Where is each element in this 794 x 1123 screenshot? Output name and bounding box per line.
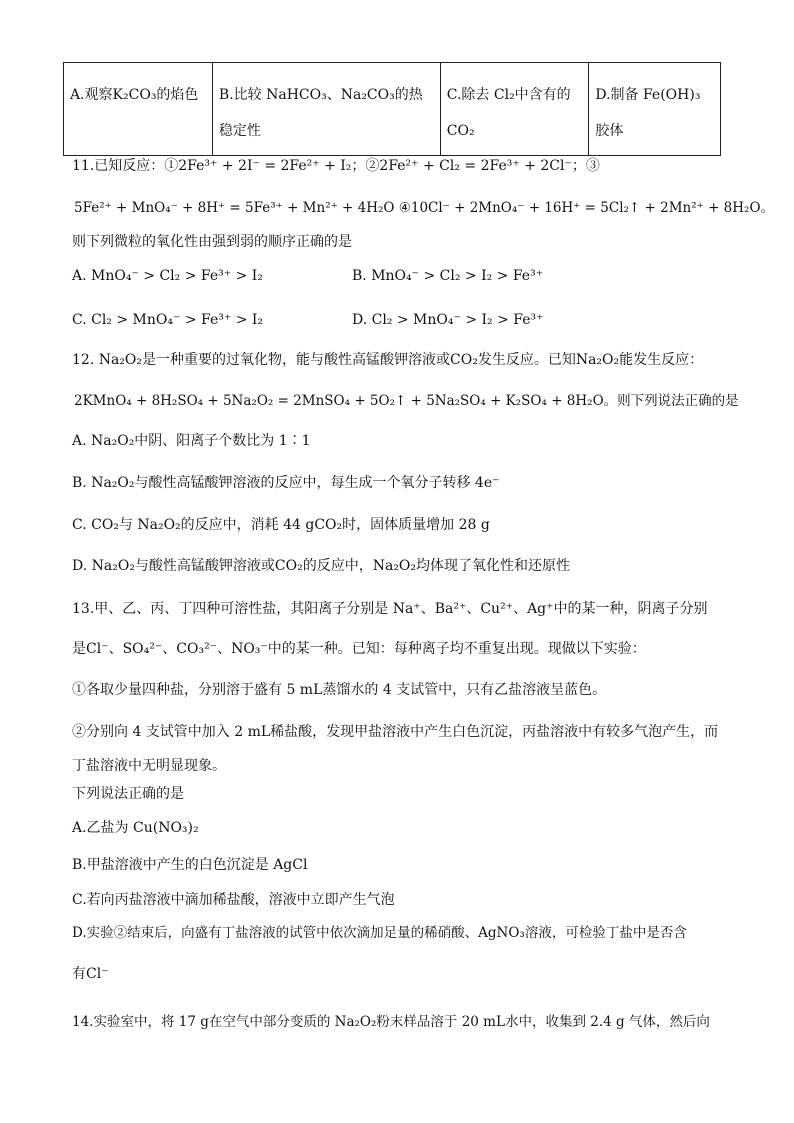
q12-line1: 12. Na₂O₂是一种重要的过氧化物，能与酸性高锰酸钾溶液或CO₂发生反应。已知Na₂O₂能发生反应： xyxy=(72,352,704,368)
q13-option-d-line1: D.实验②结束后，向盛有丁盐溶液的试管中依次滴加足量的稀硝酸、AgNO₃溶液，可检验丁盐中是否含 xyxy=(72,925,687,941)
q13-line1: 13.甲、乙、丙、丁四种可溶性盐，其阳离子分别是 Na⁺、Ba²⁺、Cu²⁺、Ag⁺中的某一种，阴离子分别 xyxy=(72,601,708,617)
q13-stem: 下列说法正确的是 xyxy=(72,786,184,802)
q12-option-b: B. Na₂O₂与酸性高锰酸钾溶液的反应中，每生成一个氧分子转移 4e⁻ xyxy=(72,475,500,491)
table-cell-d: D.制备 Fe(OH)₃胶体 xyxy=(589,63,721,156)
q13-experiment-1: ①各取少量四种盐，分别溶于盛有 5 mL蒸馏水的 4 支试管中，只有乙盐溶液呈蓝色。 xyxy=(72,682,607,698)
table-cell-a: A.观察K₂CO₃的焰色 xyxy=(64,63,213,156)
q11-option-d: D. Cl₂ > MnO₄⁻ > I₂ > Fe³⁺ xyxy=(352,312,544,328)
q11-option-a: A. MnO₄⁻ > Cl₂ > Fe³⁺ > I₂ xyxy=(72,268,263,284)
q12-option-d: D. Na₂O₂与酸性高锰酸钾溶液或CO₂的反应中，Na₂O₂均体现了氧化性和还原性 xyxy=(72,558,571,574)
q11-line1: 11.已知反应：①2Fe³⁺ + 2I⁻ = 2Fe²⁺ + I₂；②2Fe²⁺ + Cl₂ = 2Fe³⁺ + 2Cl⁻；③ xyxy=(72,158,600,174)
options-table xyxy=(63,62,721,156)
q13-option-b: B.甲盐溶液中产生的白色沉淀是 AgCl xyxy=(72,857,308,873)
q12-option-c: C. CO₂与 Na₂O₂的反应中，消耗 44 gCO₂时，固体质量增加 28 g xyxy=(72,517,490,533)
q13-option-c: C.若向丙盐溶液中滴加稀盐酸，溶液中立即产生气泡 xyxy=(72,892,395,908)
q13-option-a: A.乙盐为 Cu(NO₃)₂ xyxy=(72,820,199,836)
q11-stem: 则下列微粒的氧化性由强到弱的顺序正确的是 xyxy=(72,234,352,250)
q13-experiment-2b: 丁盐溶液中无明显现象。 xyxy=(72,758,226,774)
q13-line2: 是Cl⁻、SO₄²⁻、CO₃²⁻、NO₃⁻中的某一种。已知：每种离子均不重复出现。现做以下实验： xyxy=(72,641,646,657)
table-cell-b: B.比较 NaHCO₃、Na₂CO₃的热稳定性 xyxy=(212,63,440,156)
q11-option-b: B. MnO₄⁻ > Cl₂ > I₂ > Fe³⁺ xyxy=(352,268,544,284)
q11-line2: 5Fe²⁺ + MnO₄⁻ + 8H⁺ = 5Fe³⁺ + Mn²⁺ + 4H₂O ④10Cl⁻ + 2MnO₄⁻ + 16H⁺ = 5Cl₂↑ + 2Mn²⁺ + 8H₂O。 xyxy=(74,200,775,216)
q14-line1: 14.实验室中，将 17 g在空气中部分变质的 Na₂O₂粉末样品溶于 20 mL水中，收集到 2.4 g 气体，然后向 xyxy=(72,1014,710,1030)
table-row xyxy=(64,63,721,156)
q13-experiment-2a: ②分别向 4 支试管中加入 2 mL稀盐酸，发现甲盐溶液中产生白色沉淀，丙盐溶液中有较多气泡产生，而 xyxy=(72,724,719,740)
q12-option-a: A. Na₂O₂中阴、阳离子个数比为 1∶1 xyxy=(72,433,311,449)
table-cell-c: C.除去 Cl₂中含有的CO₂ xyxy=(440,63,589,156)
q12-line2: 2KMnO₄ + 8H₂SO₄ + 5Na₂O₂ = 2MnSO₄ + 5O₂↑ + 5Na₂SO₄ + K₂SO₄ + 8H₂O。则下列说法正确的是 xyxy=(74,393,739,409)
q11-option-c: C. Cl₂ > MnO₄⁻ > Fe³⁺ > I₂ xyxy=(72,312,264,328)
q13-option-d-line2: 有Cl⁻ xyxy=(72,966,109,982)
